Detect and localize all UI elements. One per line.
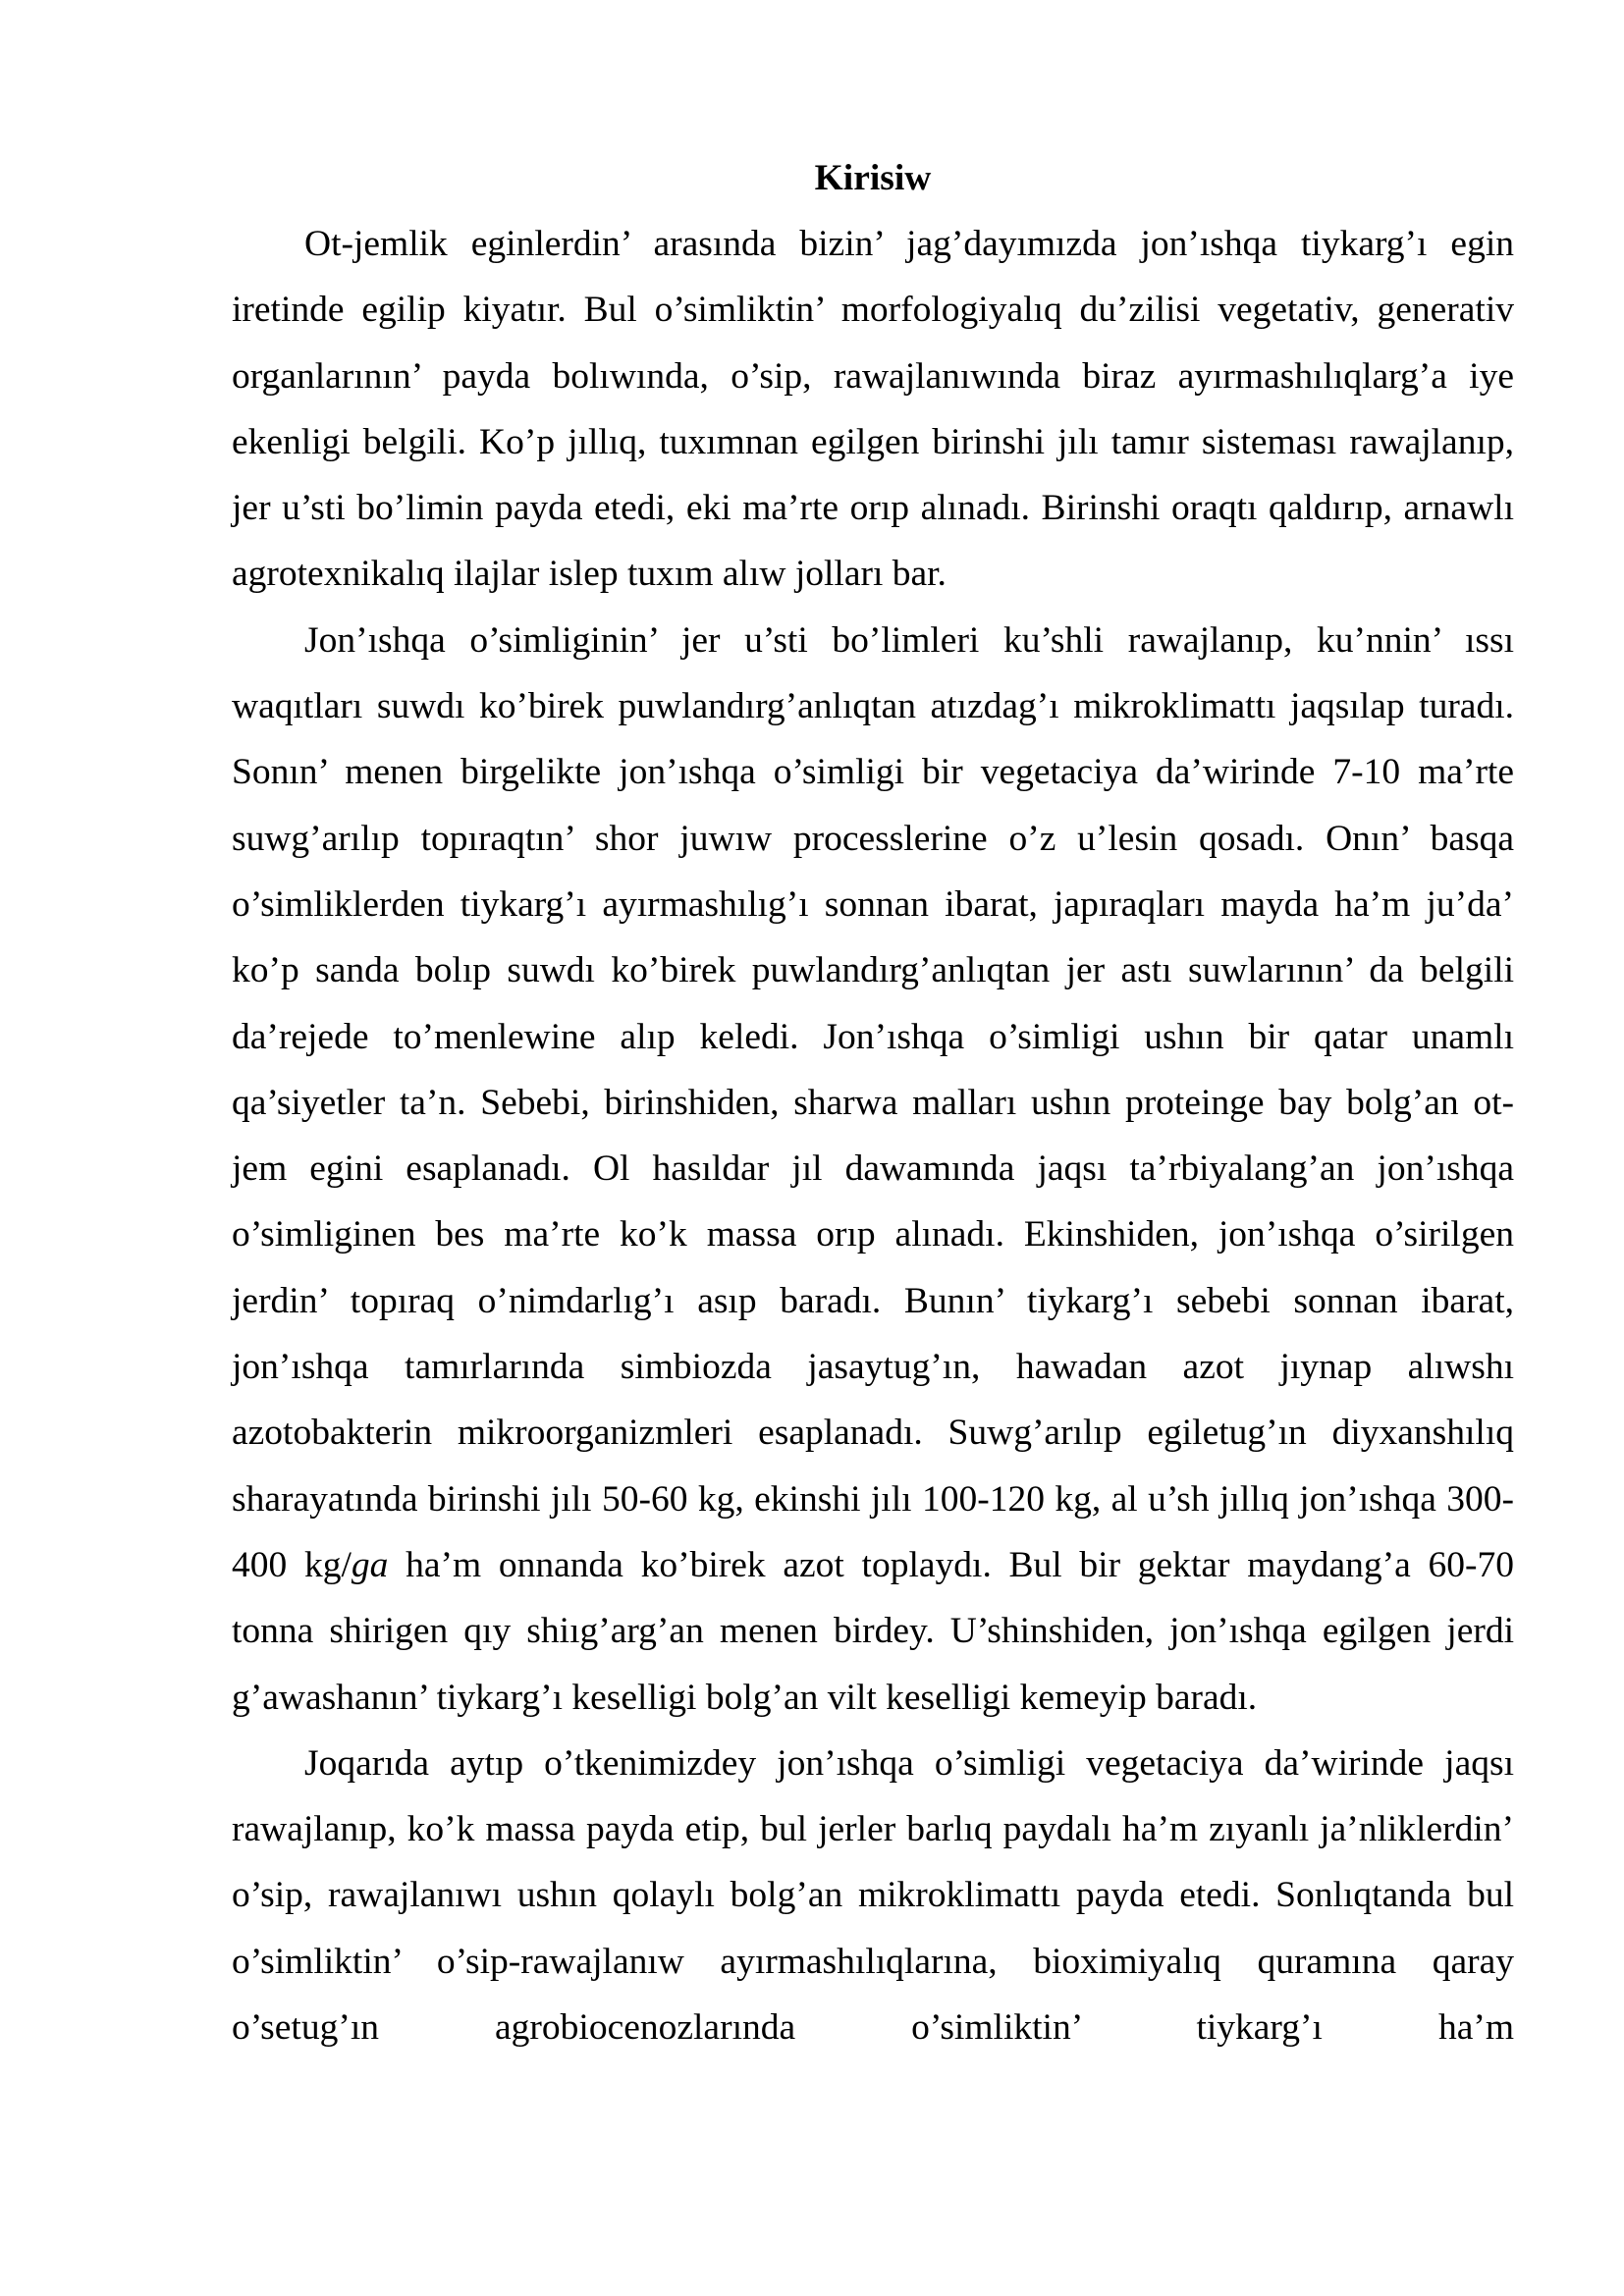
document-body	[232, 211, 1514, 2060]
page-title: Kirisiw	[814, 158, 932, 198]
paragraph-2	[232, 608, 1514, 1731]
paragraph-3: Joqarıda aytıp o’tkenimizdey jon’ıshqa o’simligi vegetaciya da’wirinde jaqsı rawajlanıp, ko’k massa payda etip, bul jerler barlıq paydalı ha’m zıyanlı ja’nliklerdin’ o’sip, rawajlanıwı ushın qolaylı bolg’an mikroklimattı payda etedi. Sonlıqtanda bul o’simliktin’ o’sip-rawajlanıw ayırmashılıqlarına, bioximiyalıq quramına qaray o’setug’ın agrobiocenozlarında o’simliktin’ tiykarg’ı ha’m	[232, 1742, 1514, 2049]
paragraph-1: Ot-jemlik eginlerdin’ arasında bizin’ jag’dayımızda jon’ıshqa tiykarg’ı egin iretinde egilip kiyatır. Bul o’simliktin’ morfologiyalıq du’zilisi vegetativ, generativ organlarının’ payda bolıwında, o’sip, rawajlanıwında biraz ayırmashılıqlarg’a iye ekenligi belgili. Ko’p jıllıq, tuxımnan egilgen birinshi jılı tamır sisteması rawajlanıp, jer u’sti bo’limin payda etedi, eki ma’rte orıp alınadı. Birinshi oraqtı qaldırıp, arnawlı agrotexnikalıq ilajlar islep tuxım alıw jolları bar.	[232, 224, 1514, 595]
paragraph-2-text-start: Jon’ıshqa o’simliginin’ jer u’sti bo’limleri ku’shli rawajlanıp, ku’nnin’ ıssı waqıtları suwdı ko’birek puwlandırg’anlıqtan atızdag’ı mikroklimattı jaqsılap turadı. Sonın’ menen birgelikte jon’ıshqa o’simligi bir vegetaciya da’wirinde 7-10 ma’rte suwg’arılıp topıraqtın’ shor juwıw processlerine o’z u’lesin qosadı. Onın’ basqa o’simliklerden tiykarg’ı ayırmashılıg’ı sonnan ibarat, japıraqları mayda ha’m ju’da’ ko’p sanda bolıp suwdı ko’birek puwlandırg’anlıqtan jer astı suwlarının’ da belgili da’rejede to’menlewine alıp keledi. Jon’ıshqa o’simligi ushın bir qatar unamlı qa’siyetler ta’n. Sebebi, birinshiden, sharwa malları ushın proteinge bay bolg’an ot-jem egini esaplanadı. Ol hasıldar jıl dawamında jaqsı ta’rbiyalang’an jon’ıshqa o’simliginen bes ma’rte ko’k massa orıp alınadı. Ekinshiden, jon’ıshqa o’sirilgen jerdin’ topıraq o’nimdarlıg’ı asıp baradı. Bunın’ tiykarg’ı sebebi sonnan ibarat, jon’ıshqa tamırlarında simbiozda jasaytug’ın, hawadan azot jıynap alıwshı azotobakterin mikroorganizmleri esaplanadı. Suwg’arılıp egiletug’ın diyxanshılıq sharayatında birinshi jılı 50-60 kg, ekinshi jılı 100-120 kg, al u’sh jıllıq jon’ıshqa 300-400 kg/	[232, 619, 1514, 1585]
paragraph-2-text-end: ha’m onnanda ko’birek azot toplaydı. Bul bir gektar maydang’a 60-70 tonna shirigen qıy shiıg’arg’an menen birdey. U’shinshiden, jon’ıshqa egilgen jerdi g’awashanın’ tiykarg’ı keselligi bolg’an vilt keselligi kemeyip baradı.	[232, 1544, 1514, 1718]
unit-italic-ga: ga	[351, 1544, 389, 1585]
